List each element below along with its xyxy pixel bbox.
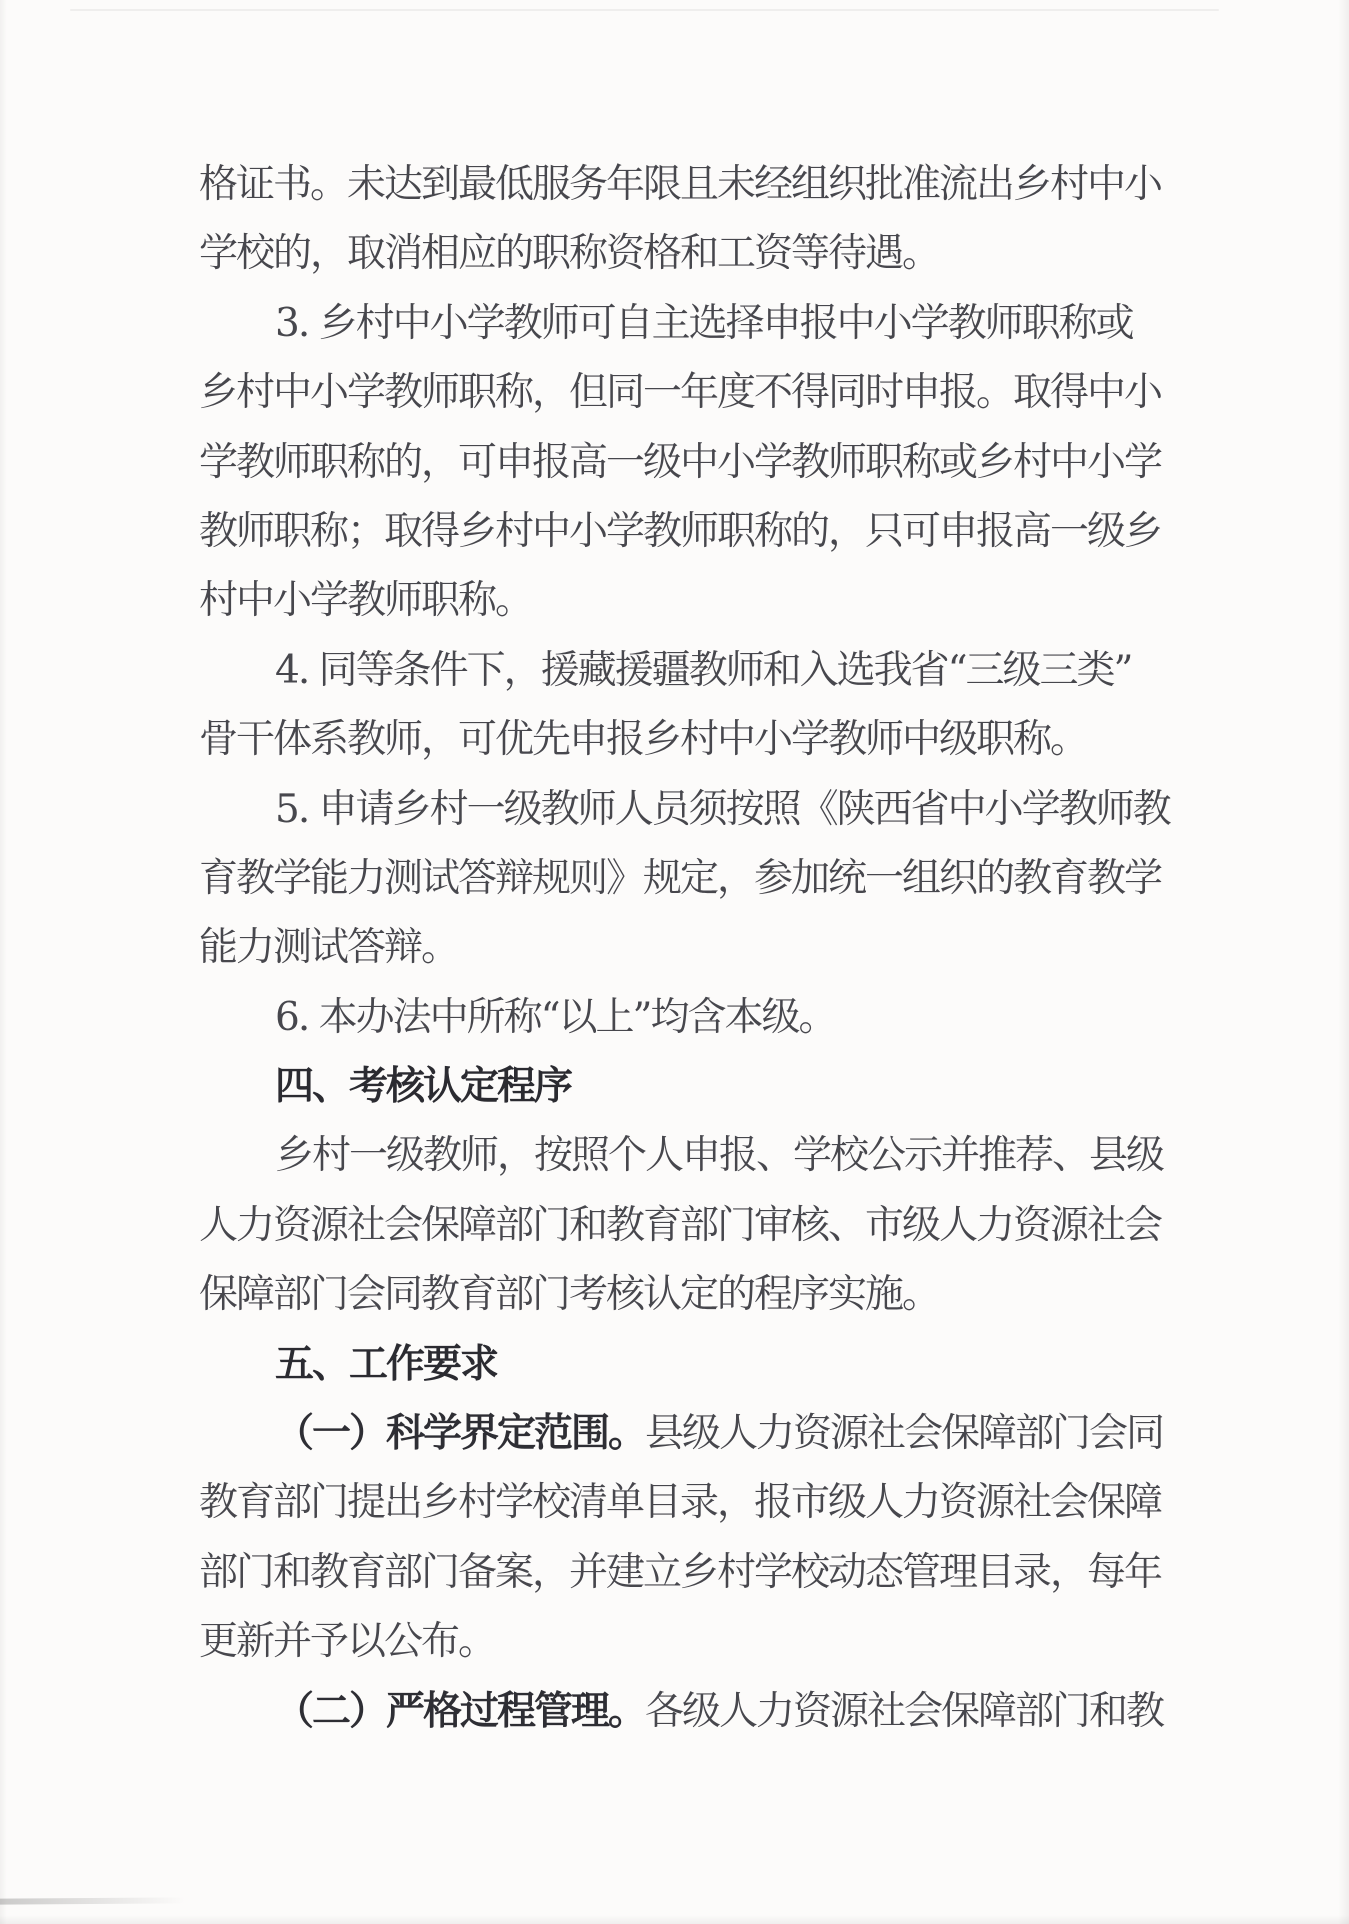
bold-text-span: 四、考核认定程序 (275, 1063, 572, 1110)
text-span: 乡村中小学教师职称，但同一年度不得同时申报。取得中小 (199, 370, 1162, 416)
text-span: 3. 乡村中小学教师可自主选择申报中小学教师职称或 (275, 300, 1133, 346)
document-line (199, 1607, 1209, 1676)
scan-edge-left (0, 0, 7, 1924)
text-span: 教育部门提出乡村学校清单目录，报市级人力资源社会保障 (199, 1480, 1162, 1526)
section-heading (199, 1330, 1209, 1399)
document-line (199, 705, 1209, 774)
document-line (199, 1468, 1209, 1537)
scan-edge-right (1338, 0, 1349, 1924)
bold-text-span: （二）严格过程管理。 (275, 1687, 646, 1734)
document-line (199, 428, 1209, 497)
document-line (199, 1399, 1209, 1468)
text-span: 5. 申请乡村一级教师人员须按照《陕西省中小学教师教 (275, 786, 1170, 832)
text-span: 县级人力资源社会保障部门会同 (645, 1411, 1164, 1457)
text-span: 教师职称；取得乡村中小学教师职称的，只可申报高一级乡 (199, 508, 1162, 554)
text-span: 育教学能力测试答辩规则》规定，参加统一组织的教育教学 (199, 855, 1162, 901)
document-line (199, 775, 1209, 844)
bold-text-span: 五、工作要求 (275, 1340, 498, 1387)
text-span: 4. 同等条件下，援藏援疆教师和入选我省“三级三类” (275, 647, 1132, 693)
document-line (199, 497, 1209, 566)
text-span: 骨干体系教师，可优先申报乡村中小学教师中级职称。 (199, 717, 1088, 763)
document-line (199, 289, 1209, 358)
document-line (199, 1677, 1209, 1746)
document-line (199, 1260, 1209, 1329)
document-line (199, 1121, 1209, 1190)
text-span: 部门和教育部门备案，并建立乡村学校动态管理目录，每年 (199, 1549, 1162, 1595)
text-span: 学校的，取消相应的职称资格和工资等待遇。 (199, 231, 940, 277)
text-span: 学教师职称的，可申报高一级中小学教师职称或乡村中小学 (199, 439, 1162, 485)
text-span: 乡村一级教师，按照个人申报、学校公示并推荐、县级 (275, 1133, 1164, 1179)
section-heading (199, 1052, 1209, 1121)
text-span: 更新并予以公布。 (199, 1619, 496, 1665)
scan-artifact-bottom-left (0, 1897, 185, 1904)
text-span: 格证书。未达到最低服务年限且未经组织批准流出乡村中小 (199, 162, 1162, 207)
scan-artifact-top-streak (70, 9, 1219, 11)
document-line (199, 983, 1209, 1052)
bold-text-span: （一）科学界定范围。 (275, 1410, 646, 1457)
text-span: 保障部门会同教育部门考核认定的程序实施。 (199, 1272, 940, 1318)
scan-edge-bottom (0, 1915, 1349, 1924)
document-line (199, 1538, 1209, 1607)
text-span: 能力测试答辩。 (199, 925, 459, 971)
text-span: 各级人力资源社会保障部门和教 (645, 1688, 1164, 1734)
text-span: 村中小学教师职称。 (199, 578, 533, 624)
document-line (199, 358, 1209, 427)
text-span: 6. 本办法中所称“以上”均含本级。 (275, 994, 836, 1040)
text-span: 人力资源社会保障部门和教育部门审核、市级人力资源社会 (199, 1202, 1162, 1248)
document-line (199, 844, 1209, 913)
document-line (199, 219, 1209, 288)
document-line (199, 913, 1209, 982)
document-line (199, 150, 1209, 219)
document-line (199, 636, 1209, 705)
document-line (199, 1191, 1209, 1260)
document-body (199, 150, 1209, 1746)
document-line (199, 566, 1209, 635)
